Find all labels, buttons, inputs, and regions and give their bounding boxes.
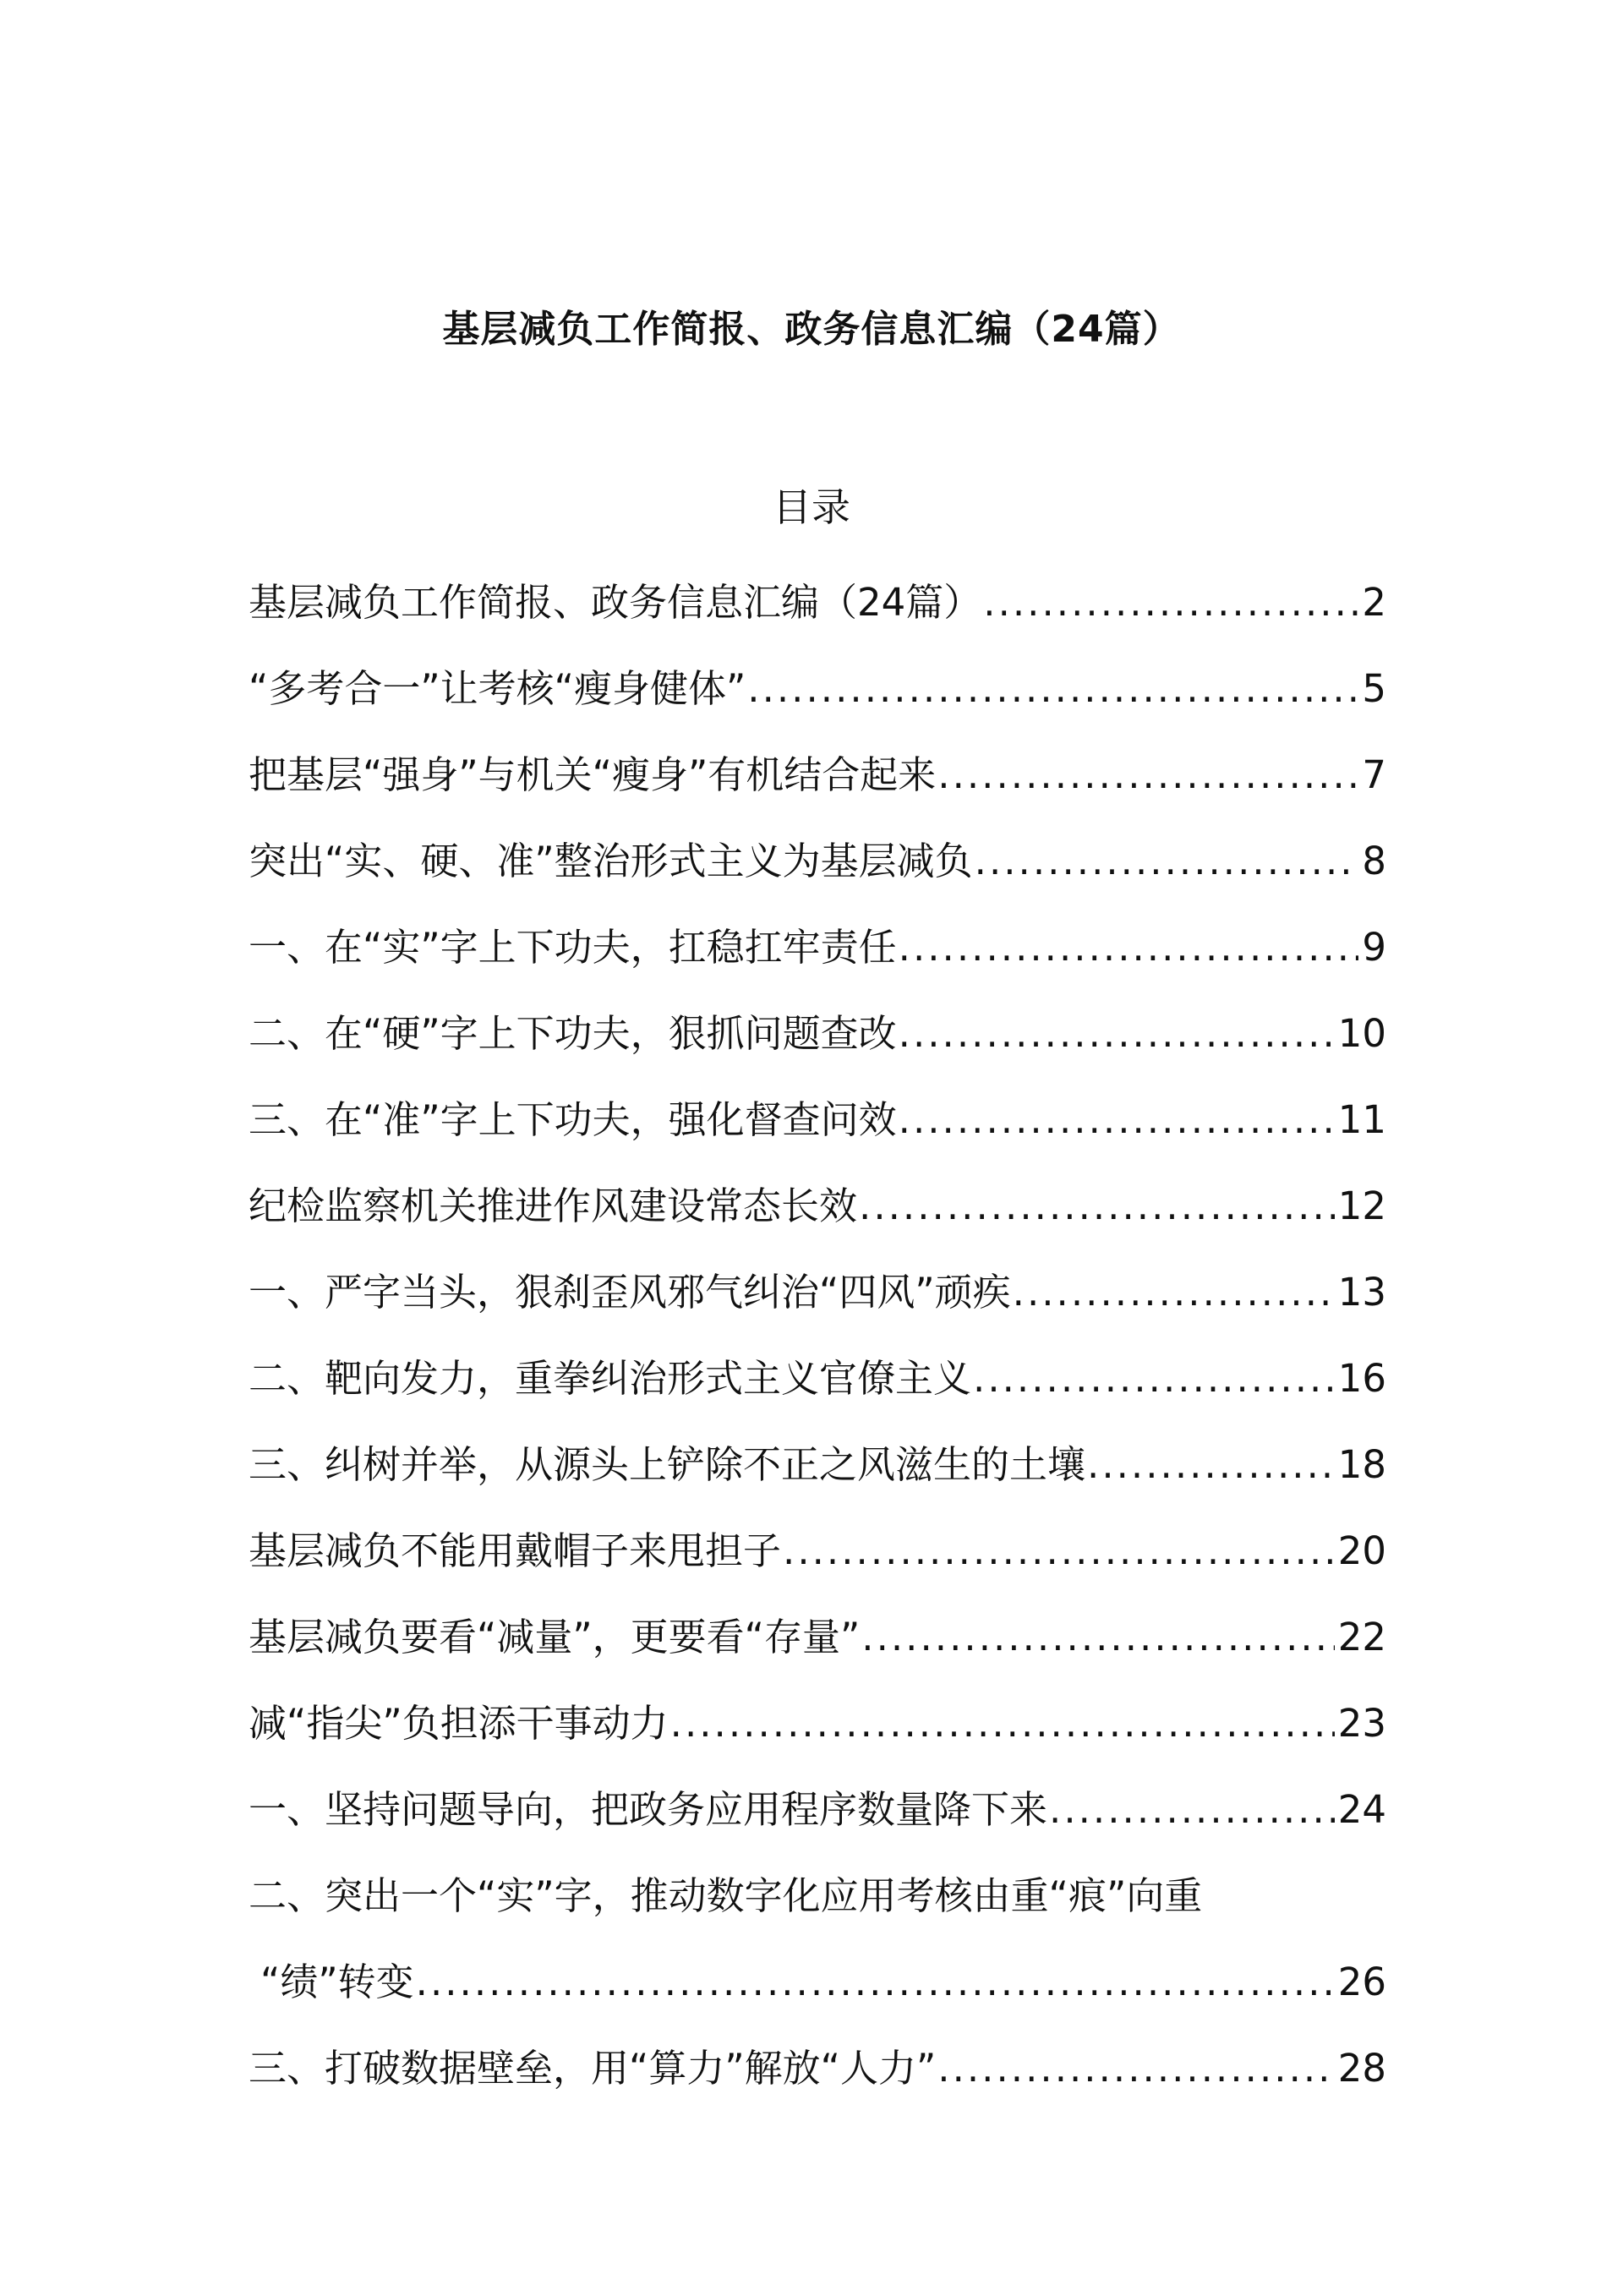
toc-entry[interactable] — [249, 1249, 1386, 1336]
toc-leader-dots — [975, 818, 1359, 905]
toc-entry-title: 三、在“准”字上下功夫，强化督查问效 — [249, 1097, 897, 1142]
toc-leader-dots — [937, 732, 1358, 818]
toc-entry[interactable] — [249, 1767, 1386, 1853]
toc-leader-dots — [899, 1077, 1335, 1163]
toc-page-number: 9 — [1362, 925, 1386, 970]
document-title: 基层减负工作简报、政务信息汇编（24篇） — [442, 308, 1181, 351]
toc-entry-title: 一、严字当头，狠刹歪风邪气纠治“四风”顽疾 — [249, 1270, 1011, 1315]
toc-leader-dots — [983, 560, 1358, 646]
toc-leader-dots — [1087, 1422, 1335, 1508]
toc-leader-dots — [973, 1336, 1335, 1422]
toc-entry-title: 基层减负工作简报、政务信息汇编（24篇） — [249, 580, 982, 625]
toc-page-number: 5 — [1362, 666, 1386, 711]
toc-entry-title: 二、靶向发力，重拳纠治形式主义官僚主义 — [249, 1356, 972, 1401]
toc-page-number: 24 — [1337, 1787, 1386, 1832]
toc-entry[interactable] — [249, 1163, 1386, 1249]
toc-entry[interactable] — [249, 818, 1386, 905]
toc-page-number: 11 — [1337, 1097, 1386, 1142]
toc-entry-title: 二、突出一个“实”字，推动数字化应用考核由重“痕”向重 — [249, 1873, 1203, 1918]
toc-entry-title: 纪检监察机关推进作风建设常态长效 — [249, 1184, 858, 1228]
toc-leader-dots — [937, 2025, 1334, 2112]
toc-entry-title: “多考合一”让考核“瘦身健体” — [249, 666, 746, 711]
toc-entry[interactable] — [249, 1594, 1386, 1681]
toc-page-number: 7 — [1362, 752, 1386, 797]
toc-leader-dots — [416, 1939, 1335, 2025]
toc-page-number: 16 — [1337, 1356, 1386, 1401]
toc-entry-title: 把基层“强身”与机关“瘦身”有机结合起来 — [249, 752, 937, 797]
toc-entry-title: 二、在“硬”字上下功夫，狠抓问题查改 — [249, 1011, 897, 1056]
toc-page-number: 20 — [1337, 1528, 1386, 1573]
toc-entry-title: 减“指尖”负担添干事动力 — [249, 1701, 669, 1746]
toc-page-number: 2 — [1362, 580, 1386, 625]
toc-entry[interactable] — [249, 2025, 1386, 2112]
toc-leader-dots — [783, 1508, 1335, 1594]
toc-entry[interactable] — [249, 1853, 1386, 2025]
toc-page-number: 10 — [1337, 1011, 1386, 1056]
toc-leader-dots — [1013, 1249, 1335, 1336]
toc-entry-title: 三、纠树并举，从源头上铲除不正之风滋生的土壤 — [249, 1442, 1086, 1487]
toc-entry[interactable] — [249, 646, 1386, 732]
toc-page-number: 28 — [1337, 2046, 1386, 2091]
toc-leader-dots — [747, 646, 1358, 732]
toc-page-number: 18 — [1337, 1442, 1386, 1487]
toc-entry[interactable] — [249, 1681, 1386, 1767]
toc-entry-title: 突出“实、硬、准”整治形式主义为基层减负 — [249, 839, 973, 883]
toc-entry[interactable] — [249, 905, 1386, 991]
toc-page-number: 8 — [1362, 839, 1386, 883]
toc-page-number: 12 — [1337, 1184, 1386, 1228]
toc-leader-dots — [859, 1163, 1335, 1249]
toc-entry-title: 基层减负不能用戴帽子来甩担子 — [249, 1528, 782, 1573]
toc-entry-title: 三、打破数据壁垒，用“算力”解放“人力” — [249, 2046, 937, 2091]
toc-entry-title: 一、在“实”字上下功夫，扛稳扛牢责任 — [249, 925, 897, 970]
toc-entry[interactable] — [249, 1422, 1386, 1508]
toc-entry[interactable] — [249, 732, 1386, 818]
toc-page-number: 26 — [1337, 1960, 1386, 2004]
toc-page-number: 13 — [1337, 1270, 1386, 1315]
toc-leader-dots — [899, 905, 1359, 991]
toc-page-number: 23 — [1337, 1701, 1386, 1746]
toc-entry[interactable] — [249, 1077, 1386, 1163]
toc-entry-title: 一、坚持问题导向，把政务应用程序数量降下来 — [249, 1787, 1048, 1832]
table-of-contents — [249, 560, 1386, 2112]
toc-entry-title-continuation: “绩”转变 — [260, 1960, 414, 2004]
toc-entry[interactable] — [249, 1508, 1386, 1594]
toc-leader-dots — [861, 1594, 1334, 1681]
toc-entry[interactable] — [249, 991, 1386, 1077]
toc-entry-title: 基层减负要看“减量”，更要看“存量” — [249, 1615, 861, 1659]
toc-heading: 目录 — [773, 484, 850, 530]
toc-leader-dots — [899, 991, 1335, 1077]
toc-leader-dots — [670, 1681, 1335, 1767]
toc-entry[interactable] — [249, 1336, 1386, 1422]
toc-page-number: 22 — [1337, 1615, 1386, 1659]
toc-entry[interactable] — [249, 560, 1386, 646]
toc-leader-dots — [1049, 1767, 1335, 1853]
